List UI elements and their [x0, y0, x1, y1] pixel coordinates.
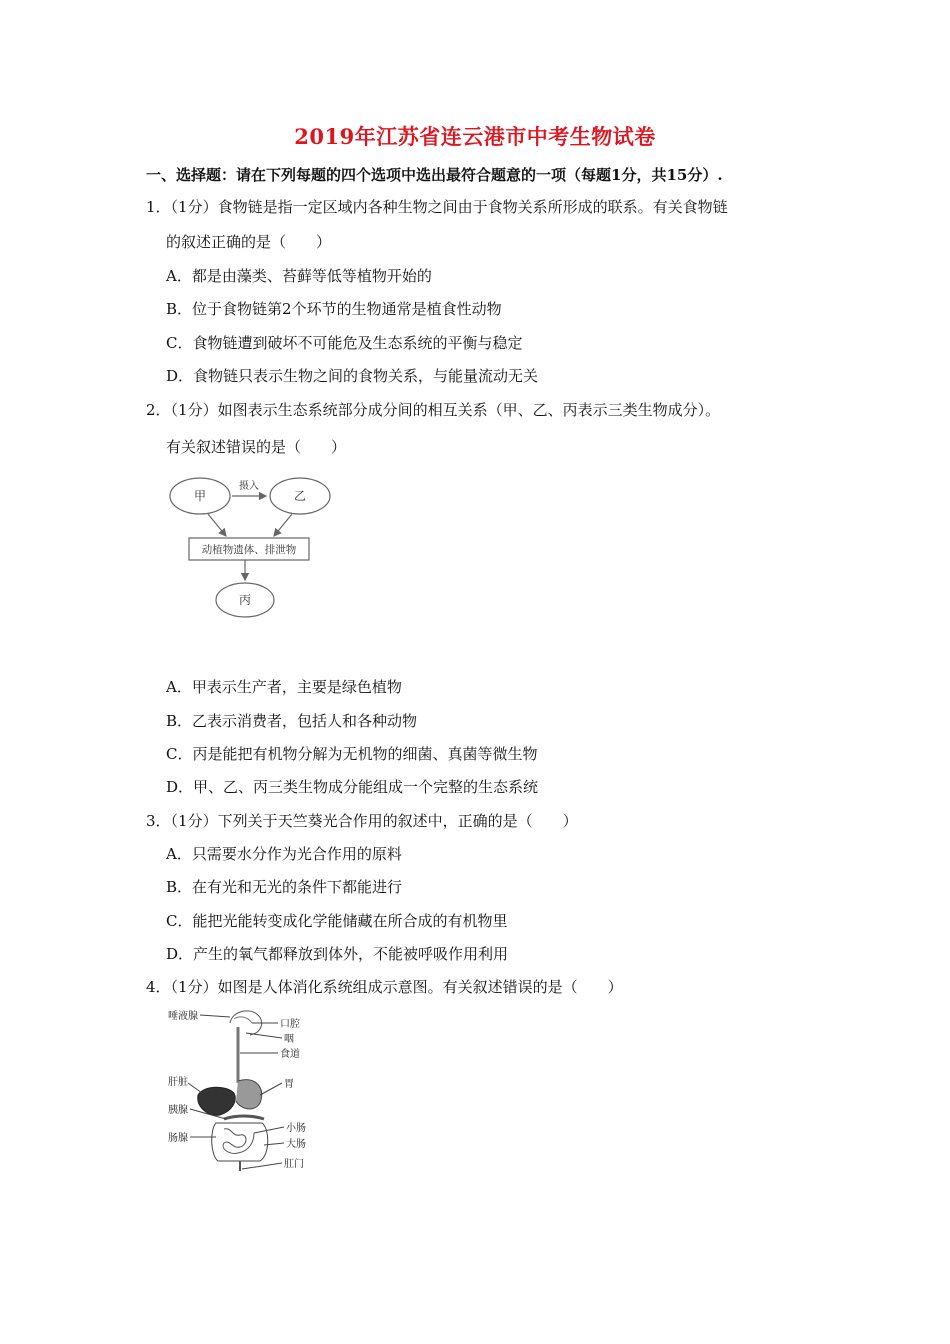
- question-2-stem-cont: 有关叙述错误的是（ ）: [166, 438, 347, 456]
- label-liver: 肝脏: [168, 1077, 188, 1088]
- question-3-option-a[interactable]: A．只需要水分作为光合作用的原料: [166, 845, 402, 863]
- node-jia-label: 甲: [193, 489, 207, 503]
- label-esophagus: 食道: [280, 1049, 300, 1060]
- label-mouth: 口腔: [280, 1019, 300, 1030]
- label-pharynx: 咽: [284, 1034, 294, 1045]
- digestive-system-diagram: [160, 1005, 320, 1175]
- label-large-intestine: 大肠: [286, 1139, 306, 1150]
- question-3-option-b[interactable]: B．在有光和无光的条件下都能进行: [166, 878, 403, 896]
- label-salivary-gland: 唾液腺: [168, 1011, 198, 1022]
- question-2-option-c[interactable]: C．丙是能把有机物分解为无机物的细菌、真菌等微生物: [166, 745, 538, 763]
- question-2-option-a[interactable]: A．甲表示生产者，主要是绿色植物: [166, 678, 402, 696]
- question-3-stem: 3．（1分）下列关于天竺葵光合作用的叙述中，正确的是（ ）: [146, 812, 578, 830]
- question-1-stem: 1．（1分）食物链是指一定区域内各种生物之间由于食物关系所形成的联系。有关食物链: [146, 198, 728, 216]
- question-2-stem: 2．（1分）如图表示生态系统部分成分间的相互关系（甲、乙、丙表示三类生物成分）。: [146, 401, 721, 419]
- arrow-jia-to-box: [208, 514, 226, 536]
- label-stomach: 胃: [284, 1079, 294, 1090]
- label-anus: 肛门: [284, 1159, 304, 1170]
- label-small-intestine: 小肠: [286, 1123, 306, 1134]
- ecosystem-diagram: [162, 470, 342, 622]
- question-1-stem-cont: 的叙述正确的是（ ）: [166, 233, 332, 251]
- question-1-option-c[interactable]: C．食物链遭到破坏不可能危及生态系统的平衡与稳定: [166, 334, 523, 352]
- question-1-option-d[interactable]: D．食物链只表示生物之间的食物关系，与能量流动无关: [166, 367, 539, 385]
- question-4-stem: 4．（1分）如图是人体消化系统组成示意图。有关叙述错误的是（ ）: [146, 978, 623, 996]
- page-title: 2019年江苏省连云港市中考生物试卷: [294, 124, 656, 149]
- question-2-option-d[interactable]: D．甲、乙、丙三类生物成分能组成一个完整的生态系统: [166, 778, 539, 796]
- intake-arrow-label: 摄入: [239, 481, 259, 492]
- remains-box-label: 动植物遗体、排泄物: [201, 544, 297, 556]
- node-yi-label: 乙: [293, 489, 307, 503]
- label-pancreas: 胰腺: [168, 1105, 188, 1116]
- node-bing-label: 丙: [238, 593, 252, 607]
- question-3-option-c[interactable]: C．能把光能转变成化学能储藏在所合成的有机物里: [166, 912, 508, 930]
- section-heading: 一、选择题：请在下列每题的四个选项中选出最符合题意的一项（每题1分，共15分）.: [146, 166, 723, 184]
- label-intestinal-gland: 肠腺: [168, 1133, 188, 1144]
- question-1-option-a[interactable]: A．都是由藻类、苔藓等低等植物开始的: [166, 267, 432, 285]
- question-1-option-b[interactable]: B．位于食物链第2个环节的生物通常是植食性动物: [166, 300, 502, 318]
- question-3-option-d[interactable]: D．产生的氧气都释放到体外，不能被呼吸作用利用: [166, 945, 509, 963]
- question-2-option-b[interactable]: B．乙表示消费者，包括人和各种动物: [166, 712, 418, 730]
- arrow-yi-to-box: [274, 514, 292, 536]
